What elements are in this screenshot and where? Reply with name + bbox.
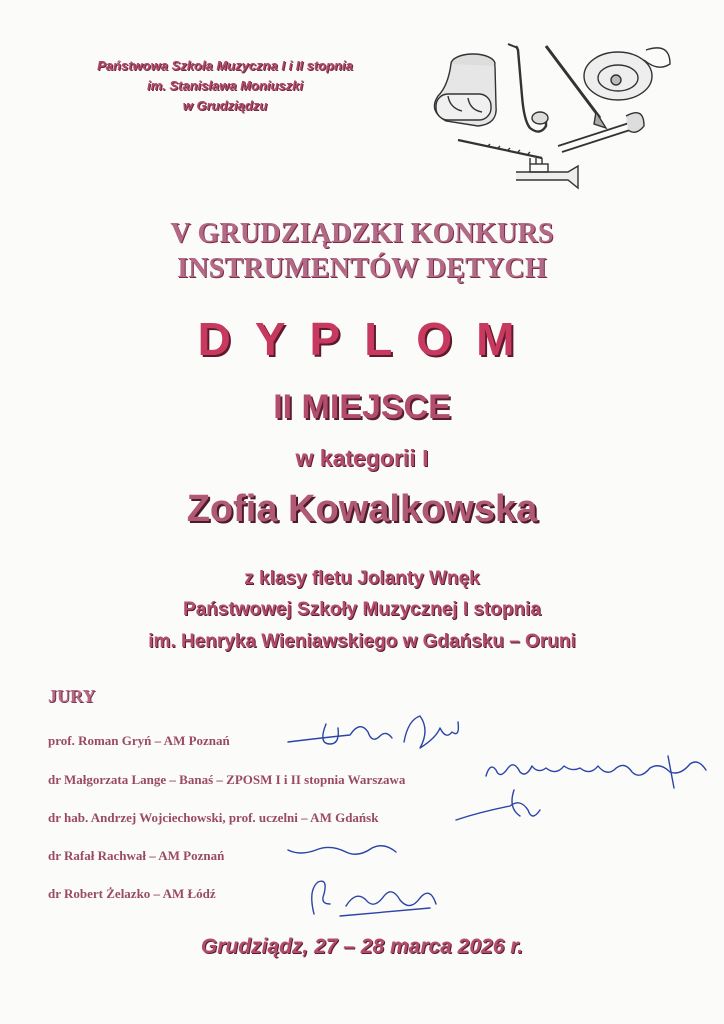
competition-title-line1: V GRUDZIĄDZKI KONKURS bbox=[170, 218, 554, 249]
school-of-winner-line1: Państwowej Szkoły Muzycznej I stopnia bbox=[183, 599, 541, 620]
award-category: w kategorii I bbox=[295, 445, 429, 471]
teacher-class-line: z klasy fletu Jolanty Wnęk bbox=[244, 568, 480, 589]
jury-member: dr hab. Andrzej Wojciechowski, prof. uczelni – AM Gdańsk bbox=[48, 810, 379, 825]
tuba-icon bbox=[434, 54, 496, 126]
trombone-icon bbox=[558, 113, 644, 152]
diploma-heading: DYPLOM bbox=[197, 313, 539, 365]
school-name-line2: im. Stanisława Moniuszki bbox=[146, 78, 304, 93]
signature-1 bbox=[288, 716, 458, 748]
school-name-line3: w Grudziądzu bbox=[182, 98, 268, 113]
french-horn-icon bbox=[584, 48, 670, 100]
jury-member: dr Robert Żelazko – AM Łódź bbox=[48, 886, 216, 901]
competition-title-line2: INSTRUMENTÓW DĘTYCH bbox=[177, 253, 547, 284]
signature-2 bbox=[486, 756, 706, 788]
winner-name: Zofia Kowalkowska bbox=[186, 488, 538, 530]
school-header bbox=[40, 56, 410, 116]
event-date: Grudziądz, 27 – 28 marca 2026 r. bbox=[200, 935, 524, 958]
jury-member: dr Rafał Rachwał – AM Poznań bbox=[48, 848, 225, 863]
signature-3 bbox=[456, 790, 540, 820]
wind-instruments-illustration bbox=[418, 36, 688, 196]
signature-4 bbox=[288, 846, 396, 855]
award-place: II MIEJSCE bbox=[273, 388, 451, 426]
school-name-line1: Państwowa Szkoła Muzyczna I i II stopnia bbox=[97, 58, 353, 73]
jury-heading: JURY bbox=[48, 686, 96, 706]
jury-member: dr Małgorzata Lange – Banaś – ZPOSM I i II stopnia Warszawa bbox=[48, 772, 406, 787]
school-of-winner-line2: im. Henryka Wieniawskiego w Gdańsku – Oruni bbox=[148, 631, 576, 652]
trumpet-icon bbox=[516, 158, 578, 188]
saxophone-icon bbox=[508, 44, 548, 132]
jury-member: prof. Roman Gryń – AM Poznań bbox=[48, 733, 230, 748]
flute-icon bbox=[458, 140, 542, 158]
signature-5 bbox=[312, 881, 436, 916]
